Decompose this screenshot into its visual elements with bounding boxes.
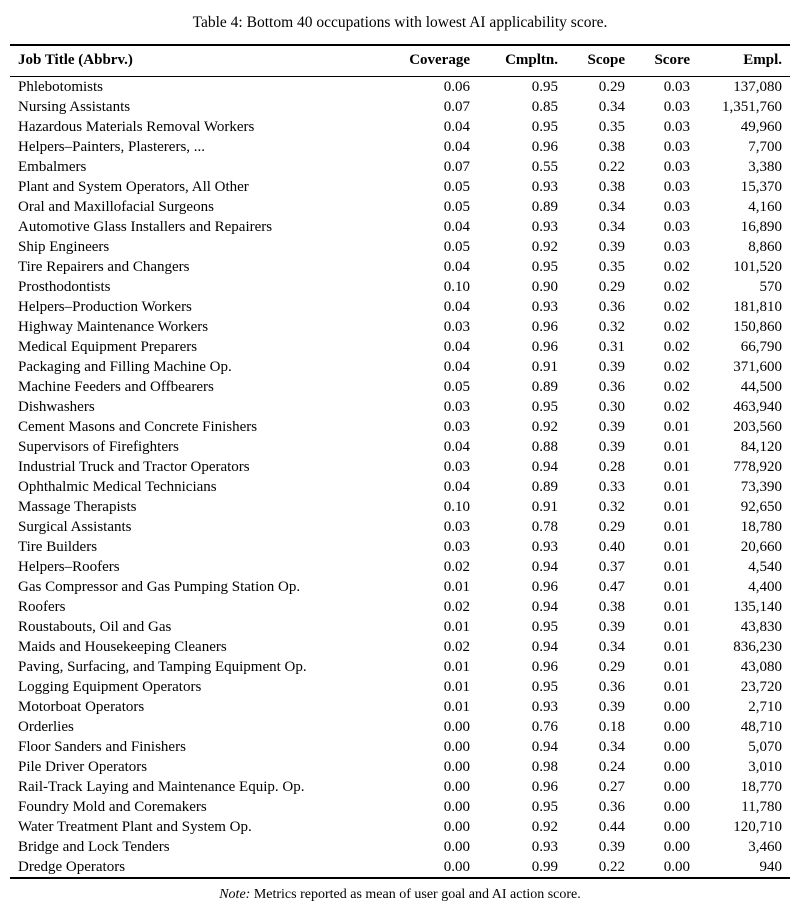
table-row [10,837,790,857]
table-row [10,257,790,277]
coverage-cell: 0.04 [443,298,470,315]
coverage-cell: 0.04 [443,218,470,235]
score-cell: 0.03 [663,218,690,235]
job-title-cell: Water Treatment Plant and System Op. [18,818,252,835]
empl-cell: 135,140 [733,598,782,615]
empl-cell: 18,770 [740,778,782,795]
table-row [10,277,790,297]
empl-cell: 150,860 [733,318,782,335]
note-label: Note: [219,886,251,902]
scope-cell: 0.32 [598,318,625,335]
score-cell: 0.02 [663,298,690,315]
cmpltn-cell: 0.96 [531,338,558,355]
score-cell: 0.01 [663,618,690,635]
scope-cell: 0.38 [598,178,625,195]
job-title-cell: Automotive Glass Installers and Repairers [18,218,273,235]
score-cell: 0.03 [663,158,690,175]
score-cell: 0.01 [663,478,690,495]
cmpltn-cell: 0.93 [531,298,558,315]
job-title-cell: Foundry Mold and Coremakers [18,798,207,815]
table-row [10,737,790,757]
coverage-cell: 0.05 [443,238,470,255]
table-row [10,777,790,797]
cmpltn-cell: 0.88 [531,438,558,455]
score-cell: 0.02 [663,278,690,295]
coverage-cell: 0.04 [443,438,470,455]
table-row [10,437,790,457]
cmpltn-cell: 0.98 [531,758,558,775]
job-title-cell: Gas Compressor and Gas Pumping Station Op. [18,578,301,595]
table-row [10,137,790,157]
empl-cell: 137,080 [733,78,782,95]
column-header-cmpltn: Cmpltn. [470,45,558,76]
scope-cell: 0.44 [598,818,625,835]
empl-cell: 940 [759,858,782,875]
cmpltn-cell: 0.76 [531,718,558,735]
scope-cell: 0.36 [598,378,625,395]
job-title-cell: Surgical Assistants [18,518,132,535]
cmpltn-cell: 0.94 [531,738,558,755]
scope-cell: 0.39 [598,698,625,715]
cmpltn-cell: 0.96 [531,778,558,795]
table-header [10,45,790,76]
coverage-cell: 0.02 [443,558,470,575]
job-title-cell: Embalmers [18,158,87,175]
scope-cell: 0.22 [598,858,625,875]
coverage-cell: 0.00 [443,778,470,795]
coverage-cell: 0.00 [443,858,470,875]
cmpltn-cell: 0.96 [531,578,558,595]
scope-cell: 0.29 [598,78,625,95]
job-title-cell: Ship Engineers [18,238,110,255]
empl-cell: 16,890 [740,218,782,235]
empl-cell: 4,400 [748,578,782,595]
scope-cell: 0.33 [598,478,625,495]
job-title-cell: Helpers–Production Workers [18,298,192,315]
cmpltn-cell: 0.91 [531,358,558,375]
coverage-cell: 0.01 [443,658,470,675]
coverage-cell: 0.03 [443,538,470,555]
coverage-cell: 0.00 [443,838,470,855]
table-row [10,157,790,177]
job-title-cell: Supervisors of Firefighters [18,438,179,455]
score-cell: 0.03 [663,78,690,95]
scope-cell: 0.37 [598,558,625,575]
score-cell: 0.00 [663,718,690,735]
table-row [10,317,790,337]
empl-cell: 836,230 [733,638,782,655]
empl-cell: 570 [759,278,782,295]
score-cell: 0.02 [663,338,690,355]
job-title-cell: Helpers–Roofers [18,558,120,575]
score-cell: 0.00 [663,738,690,755]
score-cell: 0.01 [663,678,690,695]
coverage-cell: 0.03 [443,398,470,415]
empl-cell: 5,070 [748,738,782,755]
table-row [10,717,790,737]
score-cell: 0.00 [663,798,690,815]
cmpltn-cell: 0.96 [531,318,558,335]
empl-cell: 3,380 [748,158,782,175]
scope-cell: 0.34 [598,198,625,215]
score-cell: 0.03 [663,198,690,215]
table-row [10,197,790,217]
coverage-cell: 0.00 [443,758,470,775]
scope-cell: 0.36 [598,298,625,315]
scope-cell: 0.34 [598,738,625,755]
coverage-cell: 0.10 [443,498,470,515]
empl-cell: 48,710 [740,718,782,735]
scope-cell: 0.40 [598,538,625,555]
table-caption-text: Table 4: Bottom 40 occupations with lowest AI applicability score. [192,14,608,31]
table-row [10,657,790,677]
empl-cell: 203,560 [733,418,782,435]
table-row [10,76,790,97]
cmpltn-cell: 0.96 [531,658,558,675]
empl-cell: 4,160 [748,198,782,215]
score-cell: 0.02 [663,258,690,275]
empl-cell: 11,780 [741,798,782,815]
coverage-cell: 0.02 [443,598,470,615]
cmpltn-cell: 0.55 [531,158,558,175]
table-body [10,76,790,878]
empl-cell: 181,810 [733,298,782,315]
cmpltn-cell: 0.95 [531,398,558,415]
scope-cell: 0.39 [598,618,625,635]
scope-cell: 0.28 [598,458,625,475]
empl-cell: 120,710 [733,818,782,835]
coverage-cell: 0.01 [443,678,470,695]
score-cell: 0.00 [663,758,690,775]
score-cell: 0.03 [663,138,690,155]
job-title-cell: Rail-Track Laying and Maintenance Equip. Op. [18,778,305,795]
table-row [10,397,790,417]
scope-cell: 0.24 [598,758,625,775]
job-title-cell: Machine Feeders and Offbearers [18,378,214,395]
cmpltn-cell: 0.95 [531,798,558,815]
scope-cell: 0.34 [598,638,625,655]
job-title-cell: Cement Masons and Concrete Finishers [18,418,258,435]
job-title-cell: Massage Therapists [18,498,137,515]
cmpltn-cell: 0.95 [531,678,558,695]
cmpltn-cell: 0.93 [531,218,558,235]
cmpltn-cell: 0.93 [531,538,558,555]
score-cell: 0.02 [663,318,690,335]
cmpltn-cell: 0.94 [531,458,558,475]
empl-cell: 778,920 [733,458,782,475]
job-title-cell: Ophthalmic Medical Technicians [18,478,217,495]
job-title-cell: Plant and System Operators, All Other [18,178,249,195]
coverage-cell: 0.02 [443,638,470,655]
coverage-cell: 0.07 [443,98,470,115]
empl-cell: 49,960 [740,118,782,135]
table-row [10,477,790,497]
column-header-job-title: Job Title (Abbrv.) [10,45,400,76]
scope-cell: 0.18 [598,718,625,735]
job-title-cell: Industrial Truck and Tractor Operators [18,458,250,475]
table-row [10,217,790,237]
coverage-cell: 0.03 [443,318,470,335]
job-title-cell: Roofers [18,598,66,615]
job-title-cell: Floor Sanders and Finishers [18,738,186,755]
empl-cell: 18,780 [740,518,782,535]
table-row [10,557,790,577]
score-cell: 0.00 [663,698,690,715]
scope-cell: 0.39 [598,358,625,375]
score-cell: 0.03 [663,98,690,115]
score-cell: 0.03 [663,118,690,135]
coverage-cell: 0.05 [443,378,470,395]
job-title-cell: Nursing Assistants [18,98,131,115]
job-title-cell: Logging Equipment Operators [18,678,202,695]
column-header-coverage: Coverage [400,45,470,76]
job-title-cell: Packaging and Filling Machine Op. [18,358,232,375]
coverage-cell: 0.03 [443,418,470,435]
job-title-cell: Dredge Operators [18,858,126,875]
table-row [10,697,790,717]
empl-cell: 3,010 [748,758,782,775]
coverage-cell: 0.01 [443,698,470,715]
table-row [10,357,790,377]
scope-cell: 0.35 [598,118,625,135]
cmpltn-cell: 0.99 [531,858,558,875]
job-title-cell: Phlebotomists [18,78,104,95]
coverage-cell: 0.04 [443,118,470,135]
cmpltn-cell: 0.89 [531,478,558,495]
score-cell: 0.02 [663,378,690,395]
scope-cell: 0.22 [598,158,625,175]
cmpltn-cell: 0.78 [531,518,558,535]
coverage-cell: 0.00 [443,818,470,835]
scope-cell: 0.36 [598,798,625,815]
cmpltn-cell: 0.85 [531,98,558,115]
scope-cell: 0.31 [598,338,625,355]
empl-cell: 3,460 [748,838,782,855]
table-row [10,517,790,537]
scope-cell: 0.39 [598,238,625,255]
table-row [10,417,790,437]
cmpltn-cell: 0.94 [531,558,558,575]
score-cell: 0.00 [663,818,690,835]
job-title-cell: Oral and Maxillofacial Surgeons [18,198,214,215]
job-title-cell: Bridge and Lock Tenders [18,838,170,855]
scope-cell: 0.34 [598,98,625,115]
score-cell: 0.01 [663,658,690,675]
coverage-cell: 0.04 [443,258,470,275]
score-cell: 0.01 [663,598,690,615]
coverage-cell: 0.00 [443,738,470,755]
empl-cell: 84,120 [740,438,782,455]
cmpltn-cell: 0.89 [531,378,558,395]
coverage-cell: 0.07 [443,158,470,175]
note-text: Metrics reported as mean of user goal and AI action score. [253,886,581,902]
score-cell: 0.02 [663,398,690,415]
table-row [10,757,790,777]
cmpltn-cell: 0.94 [531,638,558,655]
coverage-cell: 0.04 [443,358,470,375]
empl-cell: 44,500 [740,378,782,395]
table-header-row [10,45,790,76]
empl-cell: 43,830 [740,618,782,635]
job-title-cell: Paving, Surfacing, and Tamping Equipment Op. [18,658,307,675]
cmpltn-cell: 0.93 [531,838,558,855]
empl-cell: 43,080 [740,658,782,675]
cmpltn-cell: 0.92 [531,818,558,835]
job-title-cell: Pile Driver Operators [18,758,148,775]
cmpltn-cell: 0.95 [531,618,558,635]
table-row [10,817,790,837]
empl-cell: 66,790 [740,338,782,355]
coverage-cell: 0.04 [443,138,470,155]
score-cell: 0.01 [663,458,690,475]
empl-cell: 371,600 [733,358,782,375]
empl-cell: 20,660 [740,538,782,555]
job-title-cell: Helpers–Painters, Plasterers, ... [18,138,206,155]
cmpltn-cell: 0.92 [531,238,558,255]
empl-cell: 23,720 [740,678,782,695]
scope-cell: 0.30 [598,398,625,415]
coverage-cell: 0.03 [443,518,470,535]
scope-cell: 0.29 [598,278,625,295]
empl-cell: 92,650 [740,498,782,515]
job-title-cell: Tire Repairers and Changers [18,258,190,275]
column-header-scope: Scope [558,45,625,76]
empl-cell: 4,540 [748,558,782,575]
empl-cell: 1,351,760 [722,98,782,115]
job-title-cell: Prosthodontists [18,278,111,295]
cmpltn-cell: 0.96 [531,138,558,155]
job-title-cell: Medical Equipment Preparers [18,338,198,355]
empl-cell: 7,700 [748,138,782,155]
scope-cell: 0.38 [598,138,625,155]
empl-cell: 2,710 [748,698,782,715]
score-cell: 0.00 [663,838,690,855]
column-header-score: Score [625,45,690,76]
coverage-cell: 0.01 [443,578,470,595]
job-title-cell: Orderlies [18,718,74,735]
cmpltn-cell: 0.95 [531,78,558,95]
scope-cell: 0.32 [598,498,625,515]
scope-cell: 0.29 [598,658,625,675]
job-title-cell: Dishwashers [18,398,95,415]
table-row [10,97,790,117]
score-cell: 0.01 [663,498,690,515]
score-cell: 0.01 [663,638,690,655]
cmpltn-cell: 0.95 [531,118,558,135]
empl-cell: 73,390 [740,478,782,495]
coverage-cell: 0.04 [443,338,470,355]
score-cell: 0.00 [663,858,690,875]
score-cell: 0.01 [663,558,690,575]
coverage-cell: 0.04 [443,478,470,495]
table-row [10,117,790,137]
coverage-cell: 0.05 [443,198,470,215]
empl-cell: 15,370 [740,178,782,195]
table-row [10,297,790,317]
column-header-empl: Empl. [690,45,790,76]
table-row [10,677,790,697]
coverage-cell: 0.00 [443,718,470,735]
coverage-cell: 0.10 [443,278,470,295]
score-cell: 0.01 [663,418,690,435]
cmpltn-cell: 0.91 [531,498,558,515]
scope-cell: 0.27 [598,778,625,795]
table-row [10,597,790,617]
occupations-table [10,44,790,879]
table-note [0,886,800,904]
empl-cell: 8,860 [748,238,782,255]
scope-cell: 0.35 [598,258,625,275]
cmpltn-cell: 0.89 [531,198,558,215]
table-row [10,177,790,197]
table-row [10,577,790,597]
scope-cell: 0.38 [598,598,625,615]
table-row [10,237,790,257]
scope-cell: 0.39 [598,838,625,855]
cmpltn-cell: 0.95 [531,258,558,275]
cmpltn-cell: 0.90 [531,278,558,295]
score-cell: 0.00 [663,778,690,795]
scope-cell: 0.47 [598,578,625,595]
table-row [10,797,790,817]
table-row [10,637,790,657]
scope-cell: 0.36 [598,678,625,695]
job-title-cell: Hazardous Materials Removal Workers [18,118,255,135]
job-title-cell: Highway Maintenance Workers [18,318,209,335]
cmpltn-cell: 0.92 [531,418,558,435]
empl-cell: 101,520 [733,258,782,275]
score-cell: 0.01 [663,518,690,535]
score-cell: 0.03 [663,238,690,255]
coverage-cell: 0.00 [443,798,470,815]
scope-cell: 0.39 [598,438,625,455]
scope-cell: 0.39 [598,418,625,435]
coverage-cell: 0.06 [443,78,470,95]
table-row [10,617,790,637]
empl-cell: 463,940 [733,398,782,415]
scope-cell: 0.34 [598,218,625,235]
coverage-cell: 0.03 [443,458,470,475]
score-cell: 0.01 [663,438,690,455]
table-row [10,537,790,557]
job-title-cell: Motorboat Operators [18,698,145,715]
job-title-cell: Roustabouts, Oil and Gas [18,618,172,635]
table-row [10,857,790,878]
job-title-cell: Maids and Housekeeping Cleaners [18,638,227,655]
table-row [10,497,790,517]
job-title-cell: Tire Builders [18,538,98,555]
coverage-cell: 0.05 [443,178,470,195]
table-caption [0,0,800,44]
coverage-cell: 0.01 [443,618,470,635]
cmpltn-cell: 0.94 [531,598,558,615]
cmpltn-cell: 0.93 [531,698,558,715]
score-cell: 0.01 [663,578,690,595]
table-row [10,337,790,357]
table-row [10,457,790,477]
score-cell: 0.02 [663,358,690,375]
score-cell: 0.01 [663,538,690,555]
score-cell: 0.03 [663,178,690,195]
table-row [10,377,790,397]
scope-cell: 0.29 [598,518,625,535]
cmpltn-cell: 0.93 [531,178,558,195]
